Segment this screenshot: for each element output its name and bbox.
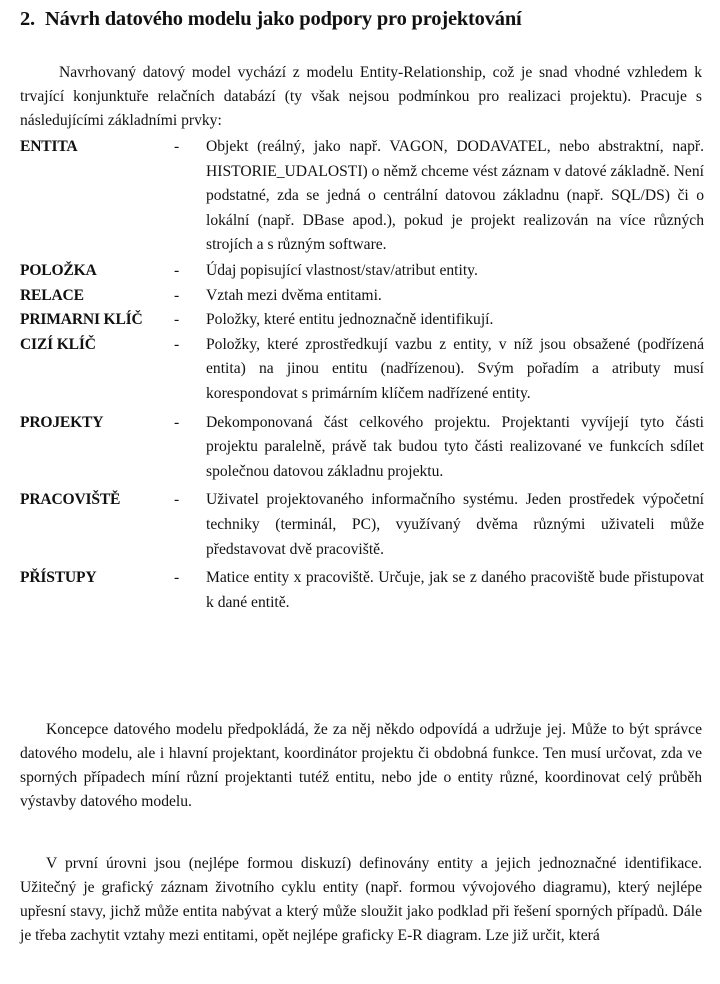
definition-dash: - — [174, 335, 180, 353]
definition-entry — [20, 308, 704, 333]
definition-entry — [20, 488, 704, 562]
definition-term: ENTITA — [20, 138, 78, 155]
definition-term: POLOŽKA — [20, 261, 97, 279]
definition-term: RELACE — [20, 286, 84, 304]
definition-dash: - — [174, 311, 180, 329]
definition-entry — [20, 566, 704, 615]
definition-term: PRACOVIŠTĚ — [20, 491, 121, 509]
definition-entry — [20, 135, 704, 258]
definition-term: PŘÍSTUPY — [20, 569, 97, 587]
definition-entry — [20, 259, 704, 284]
definition-term: CIZÍ KLÍČ — [20, 335, 96, 353]
definition-dash: - — [174, 569, 180, 587]
definition-description: Položky, které entitu jednoznačně identifikují. — [206, 311, 494, 329]
definition-term: PROJEKTY — [20, 413, 104, 431]
definition-term: PRIMARNI KLÍČ — [20, 311, 143, 329]
section-heading — [20, 6, 710, 32]
definition-dash: - — [174, 491, 180, 509]
section-title: Návrh datového modelu jako podpory pro projektování — [44, 8, 522, 30]
definition-description: Vztah mezi dvěma entitami. — [206, 286, 382, 304]
definition-description: Položky, které zprostředkují vazbu z entity, v níž jsou obsažené (podřízená entita) na jinou entitu (nadřízenou). Svým pořadím a atributy musí korespondovat s primárním klíčem nadřízené entity. — [206, 335, 704, 402]
definition-entry — [20, 333, 704, 407]
definition-description: Uživatel projektovaného informačního systému. Jeden prostředek výpočetní techniky (terminál, PC), využívaný dvěma různými uživateli může představovat dvě pracoviště. — [206, 491, 704, 558]
definition-dash: - — [174, 286, 180, 304]
intro-paragraph: Navrhovaný datový model vychází z modelu Entity-Relationship, což je snad vhodné vzhledem k trvající konjunktuře relačních databází (ty však nejsou podmínkou pro realizaci projektu). Pracuje s následujícími základními prvky: — [20, 64, 702, 129]
definition-dash: - — [174, 413, 180, 431]
definition-description: Údaj popisující vlastnost/stav/atribut entity. — [206, 261, 478, 279]
definition-dash: - — [174, 261, 180, 279]
definition-entry — [20, 284, 704, 309]
definition-description: Objekt (reálný, jako např. VAGON, DODAVATEL, nebo abstraktní, např. HISTORIE_UDALOSTI) o němž chceme vést záznam v datové základně. Není podstatné, zda se jedná o centrální datovou základnu (např. SQL/DS) či o lokální (např. DBase apod.), pokud je projekt realizován na více různých strojích a s různým software. — [206, 138, 704, 254]
definition-description: Matice entity x pracoviště. Určuje, jak se z daného pracoviště bude přistupovat k dané entitě. — [206, 569, 704, 611]
definition-entry — [20, 411, 704, 485]
definition-list — [20, 135, 704, 615]
body-paragraph: V první úrovni jsou (nejlépe formou diskuzí) definovány entity a jejich jednoznačné identifikace. Užitečný je grafický záznam životního cyklu entity (např. formou vývojového diagramu), který nejlépe upřesní stavy, jichž může entita nabývat a který může sloužit jako podklad při řešení sporných případů. Dále je třeba zachytit vztahy mezi entitami, opět nejlépe graficky E-R diagram. Lze již určit, která — [20, 855, 702, 944]
section-number: 2. — [20, 8, 35, 30]
body-paragraph: Koncepce datového modelu předpokládá, že za něj někdo odpovídá a udržuje jej. Může to být správce datového modelu, ale i hlavní projektant, koordinátor projektu či obdobná funkce. Ten musí určovat, zda ve sporných případech míní různí projektanti tutéž entitu, nebo jde o entity různé, koordinovat celý průběh výstavby datového modelu. — [20, 721, 702, 810]
definition-dash: - — [174, 138, 180, 155]
definition-description: Dekomponovaná část celkového projektu. Projektanti vyvíjejí tyto části projektu paralelně, právě tak budou tyto části realizované ve funkcích sdílet společnou datovou základnu projektu. — [206, 413, 704, 480]
